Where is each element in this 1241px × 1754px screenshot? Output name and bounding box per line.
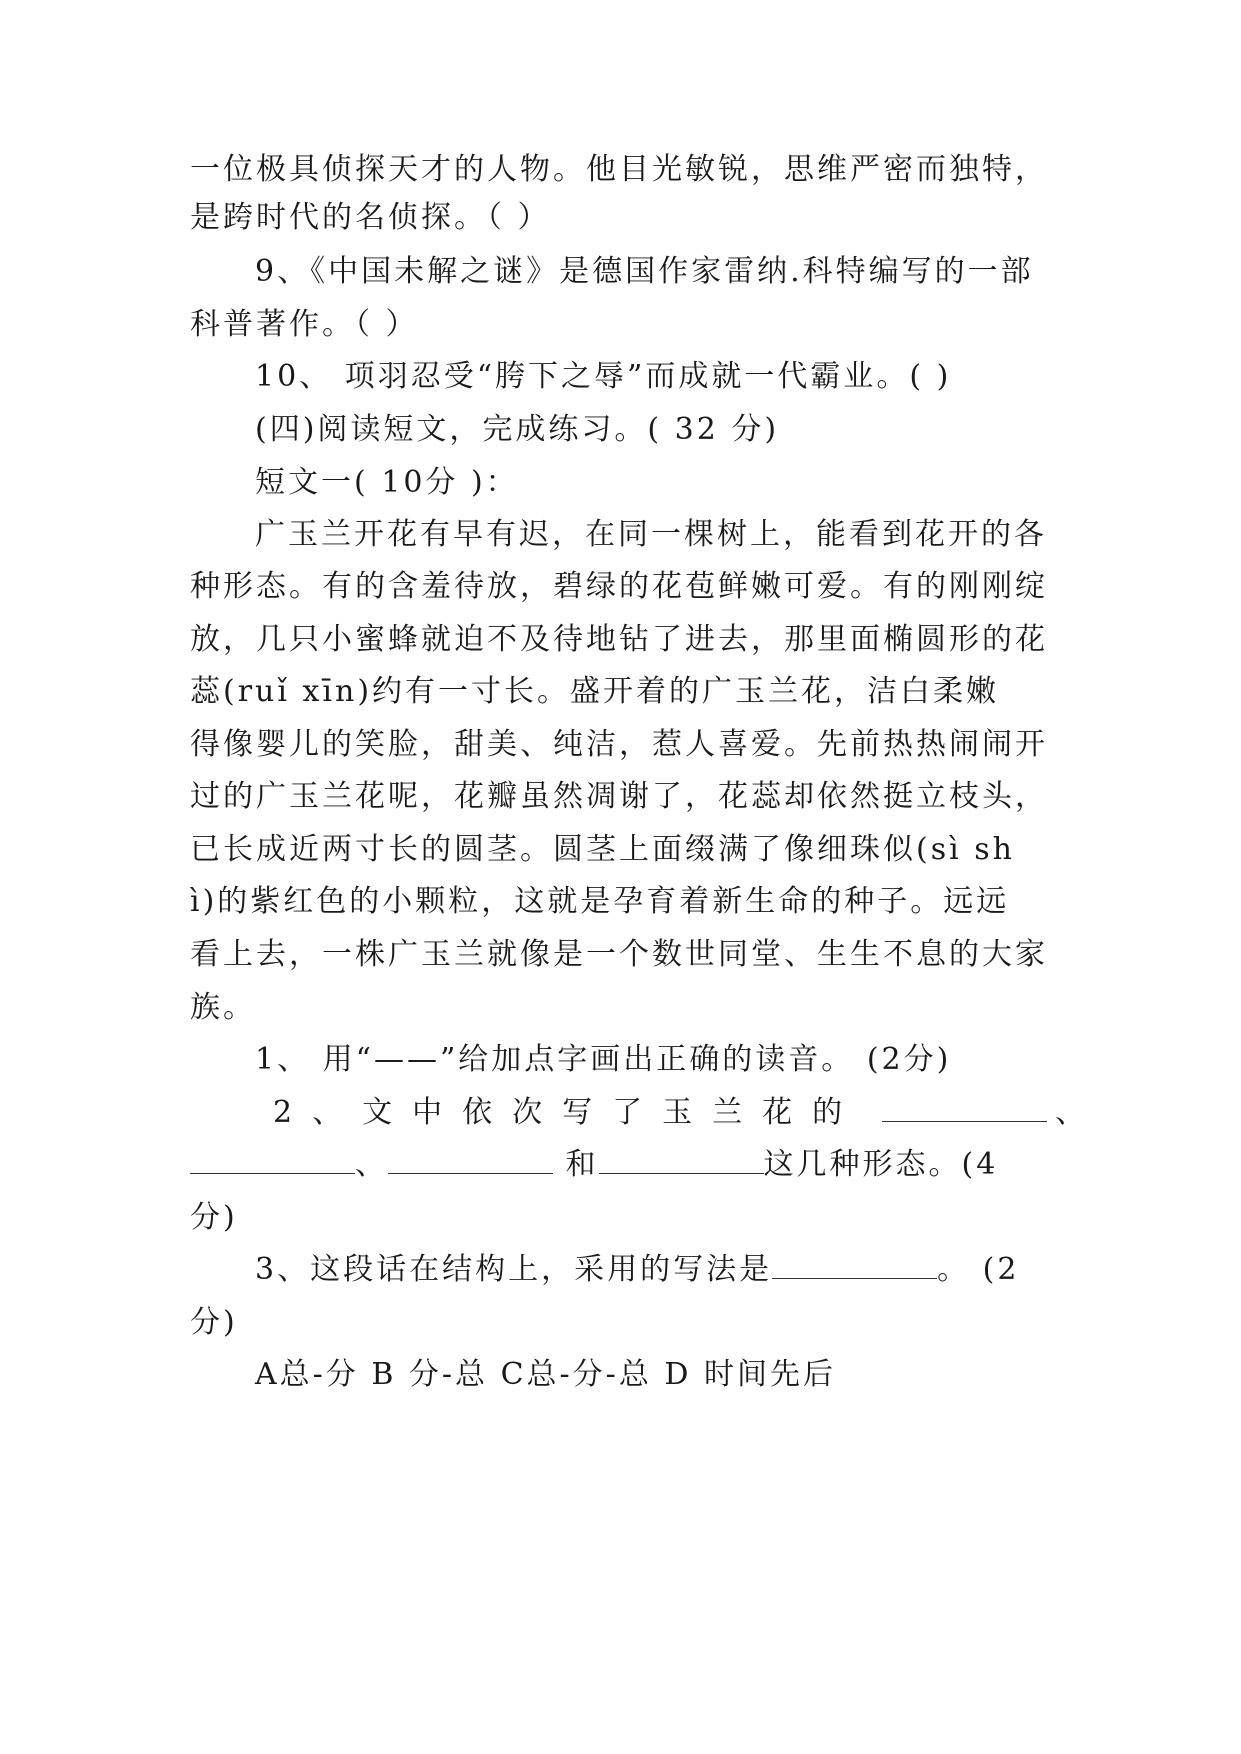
- passage-line: 种形态。有的含羞待放，碧绿的花苞鲜嫩可爱。有的刚刚绽: [190, 569, 1048, 604]
- question-1: 1、 用“——”给加点字画出正确的读音。 (2分): [255, 1042, 952, 1077]
- question-3-suffix: 。 (2: [937, 1252, 1020, 1287]
- section-heading: (四)阅读短文，完成练习。( 32 分): [255, 412, 780, 447]
- question-3-score: 分): [190, 1305, 238, 1340]
- question-2-separator: 、: [355, 1147, 388, 1182]
- answer-blank-4[interactable]: [599, 1147, 764, 1174]
- answer-blank-1[interactable]: [882, 1095, 1047, 1122]
- question-3-options: A总-分 B 分-总 C总-分-总 D 时间先后: [255, 1357, 836, 1392]
- question-2-continued: [190, 1145, 1060, 1185]
- passage-line: 得像婴儿的笑脸，甜美、纯洁，惹人喜爱。先前热热闹闹开: [190, 727, 1048, 762]
- answer-blank-5[interactable]: [772, 1252, 937, 1279]
- question-2-suffix: 这几种形态。(4: [763, 1147, 999, 1182]
- passage-line: 放，几只小蜜蜂就迫不及待地钻了进去，那里面椭圆形的花: [190, 622, 1048, 657]
- passage-line: 蕊(ruǐ xīn)约有一寸长。盛开着的广玉兰花，洁白柔嫩: [190, 674, 1000, 709]
- text-line: 科普著作。（ ）: [190, 307, 419, 342]
- passage-line: 看上去，一株广玉兰就像是一个数世同堂、生生不息的大家: [190, 937, 1048, 972]
- passage-line: 广玉兰开花有早有迟，在同一棵树上，能看到花开的各: [255, 517, 1047, 552]
- question-2-separator: 、: [1055, 1095, 1089, 1130]
- answer-blank-2[interactable]: [190, 1147, 355, 1174]
- passage-line: 过的广玉兰花呢，花瓣虽然凋谢了，花蕊却依然挺立枝头，: [190, 779, 1048, 814]
- question-3: [255, 1250, 1125, 1290]
- passage-line: ì)的紫红色的小颗粒，这就是孕育着新生命的种子。远远: [190, 884, 1010, 919]
- question-9: 9、《中国未解之谜》是德国作家雷纳.科特编写的一部: [255, 254, 1034, 289]
- question-2-and: 和: [553, 1147, 599, 1182]
- question-3-text: 3、这段话在结构上，采用的写法是: [255, 1252, 773, 1287]
- question-10: 10、 项羽忍受“胯下之辱”而成就一代霸业。( ): [255, 359, 952, 394]
- passage-line: 已长成近两寸长的圆茎。圆茎上面缀满了像细珠似(sì sh: [190, 832, 1015, 867]
- text-line: 一位极具侦探天才的人物。他目光敏锐，思维严密而独特，: [190, 152, 1048, 187]
- passage-line: 族。: [190, 990, 256, 1025]
- question-2-prefix: 2、文中依次写了玉兰花的: [273, 1095, 863, 1130]
- question-2-score: 分): [190, 1200, 238, 1235]
- text-line: 是跨时代的名侦探。（ ）: [190, 200, 551, 235]
- question-2: [273, 1093, 1143, 1133]
- passage-heading: 短文一( 10分 )：: [255, 465, 519, 500]
- answer-blank-3[interactable]: [388, 1147, 553, 1174]
